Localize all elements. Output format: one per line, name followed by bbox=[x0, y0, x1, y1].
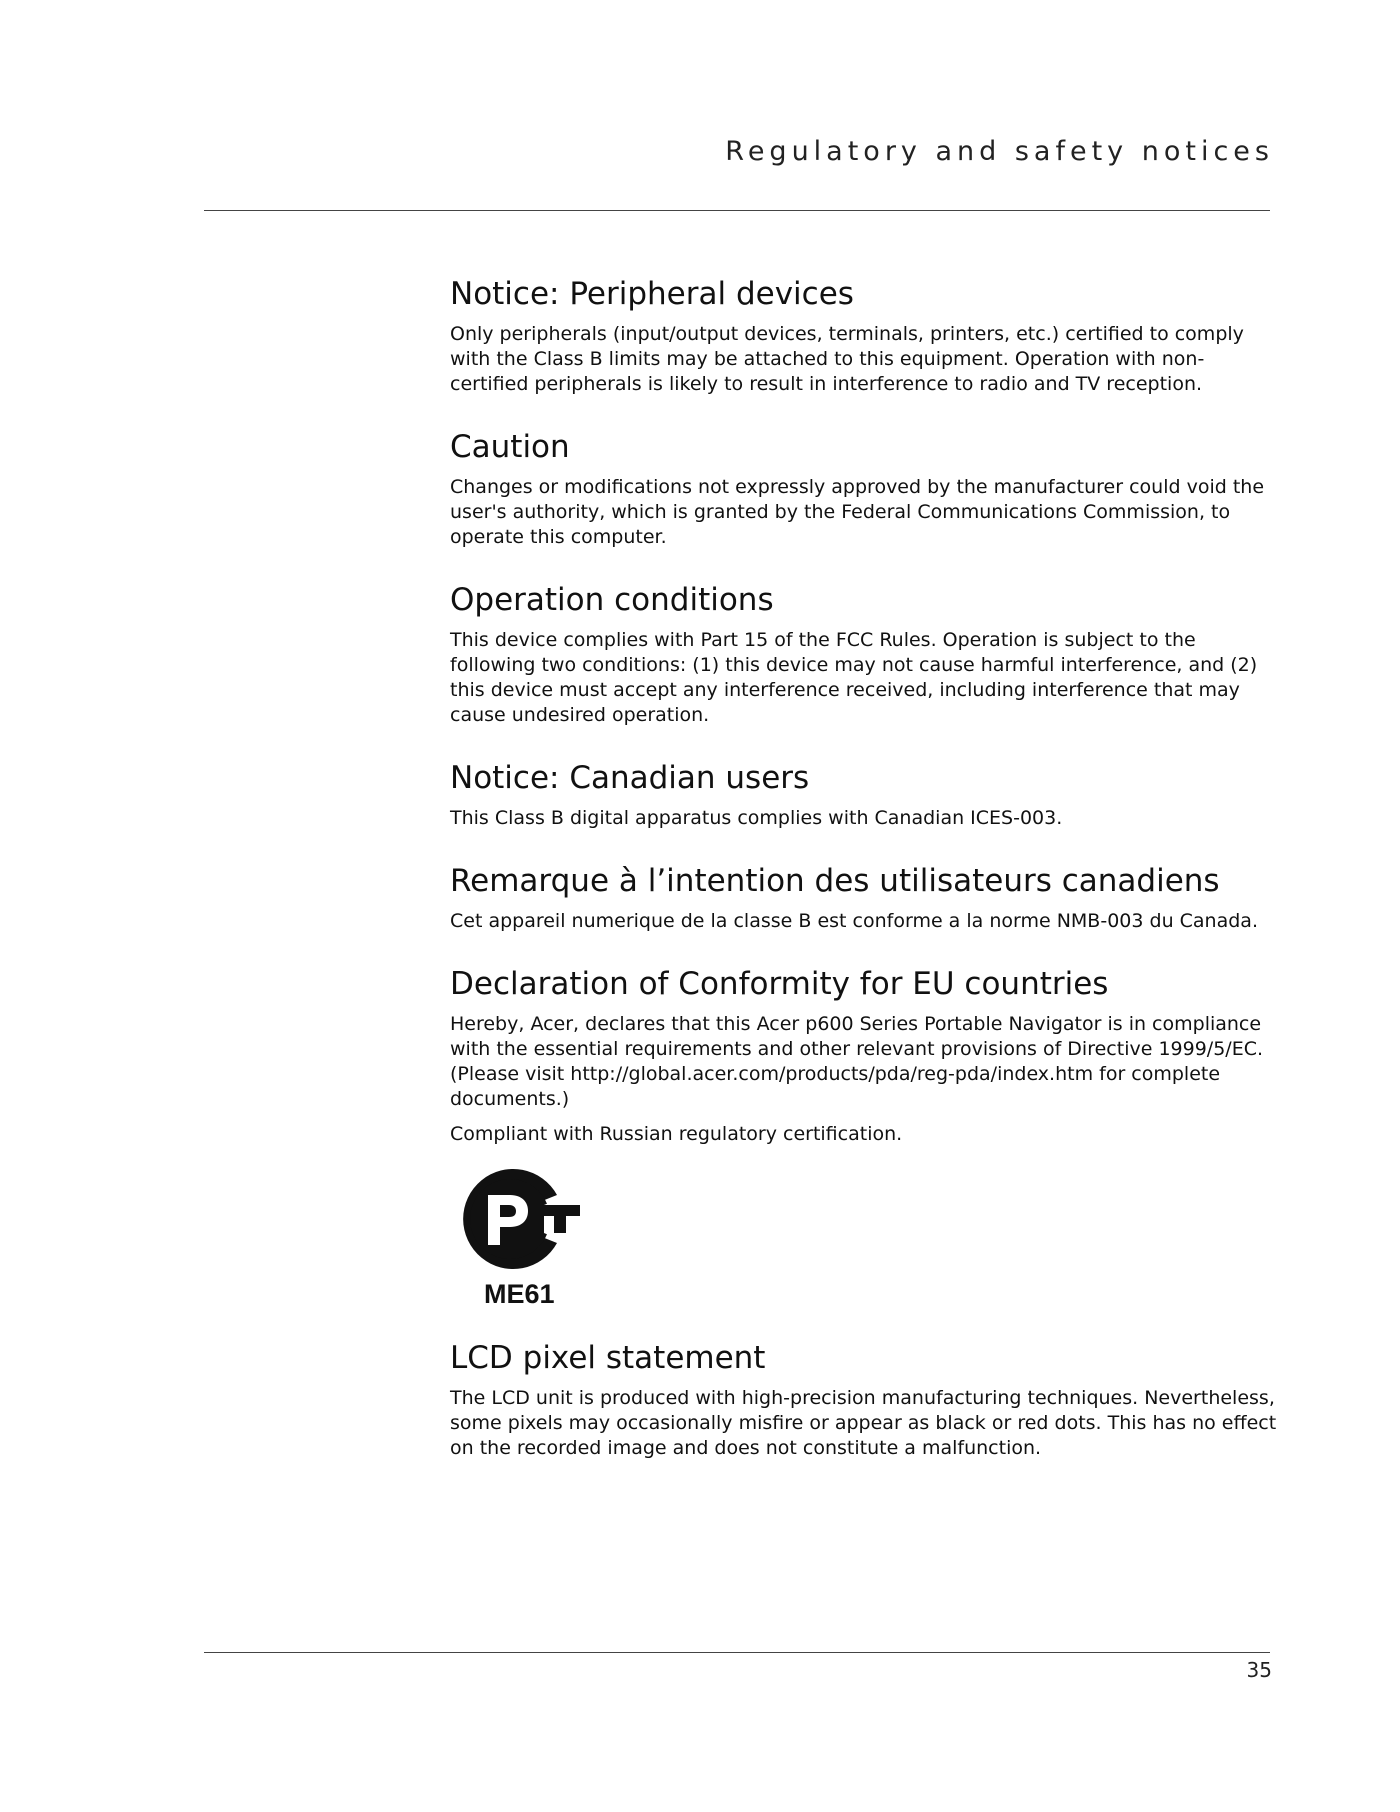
section-heading: LCD pixel statement bbox=[450, 1340, 766, 1376]
section-paragraph: Hereby, Acer, declares that this Acer p600 Series Portable Navigator is in compliance with the essential requirements and other relevant provisions of Directive 1999/5/EC. (Please visit http://global.acer.com/products/pda/reg-pda/index.htm for complete documents.) bbox=[450, 1013, 1264, 1110]
section-paragraph: The LCD unit is produced with high-precision manufacturing techniques. Nevertheless, some pixels may occasionally misfire or appear as black or red dots. This has no effect on the recorded image and does not constitute a malfunction. bbox=[450, 1387, 1277, 1459]
section-heading: Remarque à l’intention des utilisateurs canadiens bbox=[450, 863, 1220, 899]
section-paragraph: Compliant with Russian regulatory certification. bbox=[450, 1123, 903, 1145]
footer-divider bbox=[204, 1652, 1270, 1653]
running-header-title: Regulatory and safety notices bbox=[725, 136, 1274, 167]
section-paragraph: This device complies with Part 15 of the FCC Rules. Operation is subject to the following two conditions: (1) this device may not cause harmful interference, and (2) this device must accept any interference received, including interference that may cause undesired operation. bbox=[450, 629, 1258, 726]
section-remarque-canadiens bbox=[450, 861, 1280, 934]
section-heading: Operation conditions bbox=[450, 582, 774, 618]
section-heading: Caution bbox=[450, 429, 570, 465]
section-caution bbox=[450, 427, 1280, 550]
section-operation-conditions bbox=[450, 580, 1280, 728]
section-paragraph: Only peripherals (input/output devices, terminals, printers, etc.) certified to comply with the Class B limits may be attached to this equipment. Operation with non-certified peripherals is likely to result in interference to radio and TV reception. bbox=[450, 323, 1244, 395]
section-eu-conformity bbox=[450, 964, 1280, 1147]
section-paragraph: This Class B digital apparatus complies with Canadian ICES-003. bbox=[450, 807, 1063, 829]
certification-mark bbox=[454, 1165, 594, 1310]
gost-r-certification-icon bbox=[454, 1165, 584, 1273]
section-heading: Notice: Peripheral devices bbox=[450, 276, 854, 312]
section-lcd-pixel bbox=[450, 1338, 1280, 1461]
section-paragraph: Changes or modifications not expressly approved by the manufacturer could void the user's authority, which is granted by the Federal Communications Commission, to operate this computer. bbox=[450, 476, 1265, 548]
certification-code: ME61 bbox=[484, 1279, 555, 1309]
section-paragraph: Cet appareil numerique de la classe B est conforme a la norme NMB-003 du Canada. bbox=[450, 910, 1258, 932]
section-canadian-users bbox=[450, 758, 1280, 831]
section-peripheral-devices bbox=[450, 274, 1280, 397]
page-content bbox=[450, 274, 1280, 1491]
section-heading: Notice: Canadian users bbox=[450, 760, 810, 796]
page-number: 35 bbox=[1246, 1658, 1272, 1682]
header-divider bbox=[204, 210, 1270, 211]
section-heading: Declaration of Conformity for EU countries bbox=[450, 966, 1109, 1002]
